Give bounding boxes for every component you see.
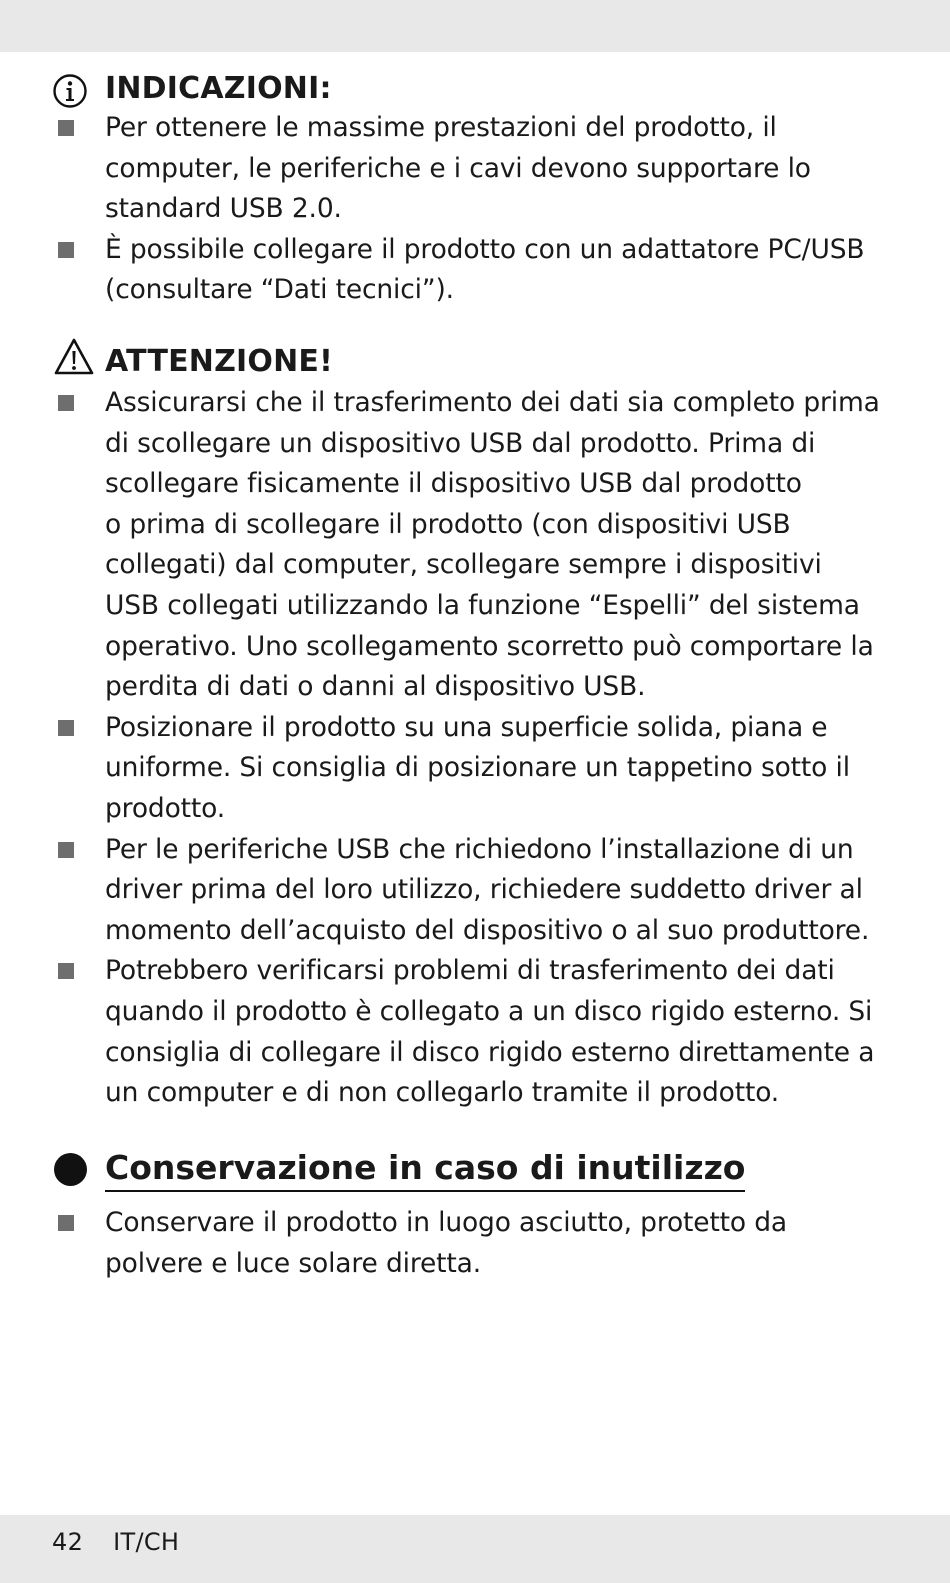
- list-item: [0, 830, 870, 952]
- square-bullet-icon: [58, 120, 74, 136]
- text-line: USB collegati utilizzando la funzione “Espelli” del sistema: [105, 589, 860, 621]
- notes-heading: INDICAZIONI:: [105, 71, 332, 106]
- warning-list: [0, 383, 950, 1114]
- list-item: [0, 1203, 850, 1284]
- text-line: scollegare fisicamente il dispositivo USB dal prodotto: [105, 468, 802, 500]
- list-item: [0, 108, 850, 230]
- list-item: [0, 383, 880, 708]
- text-line: polvere e luce solare diretta.: [105, 1247, 482, 1279]
- text-line: Per le periferiche USB che richiedono l’installazione di un: [105, 833, 854, 865]
- square-bullet-icon: [58, 1215, 74, 1231]
- text-line: prodotto.: [105, 792, 225, 824]
- list-item: [0, 951, 875, 1113]
- square-bullet-icon: [58, 395, 74, 411]
- text-line: Conservare il prodotto in luogo asciutto, protetto da: [105, 1207, 788, 1238]
- language-code: IT/CH: [113, 1528, 180, 1556]
- square-bullet-icon: [58, 963, 74, 979]
- text-line: perdita di dati o danni al dispositivo USB.: [105, 671, 646, 703]
- text-line: di scollegare un dispositivo USB dal prodotto. Prima di: [105, 427, 816, 459]
- notes-list: [0, 108, 950, 311]
- text-line: un computer e di non collegarlo tramite il prodotto.: [105, 1077, 780, 1109]
- square-bullet-icon: [58, 242, 74, 258]
- text-line: momento dell’acquisto del dispositivo o al suo produttore.: [105, 914, 870, 946]
- storage-list: [0, 1203, 950, 1284]
- text-line: quando il prodotto è collegato a un disco rigido esterno. Si: [105, 995, 873, 1027]
- text-line: operativo. Uno scollegamento scorretto può comportare la: [105, 630, 874, 662]
- square-bullet-icon: [58, 720, 74, 736]
- text-line: uniforme. Si consiglia di posizionare un tappetino sotto il: [105, 752, 850, 784]
- text-line: È possibile collegare il prodotto con un adattatore PC/USB: [105, 233, 865, 265]
- text-line: Assicurarsi che il trasferimento dei dati sia completo prima: [105, 387, 880, 418]
- list-item: [0, 230, 865, 311]
- warning-triangle-icon: [53, 337, 95, 377]
- text-line: (consultare “Dati tecnici”).: [105, 274, 454, 306]
- storage-heading-row: [0, 1148, 900, 1196]
- section-bullet-dot-icon: [54, 1153, 87, 1186]
- page-number: 42: [52, 1528, 84, 1556]
- text-line: Posizionare il prodotto su una superficie solida, piana e: [105, 711, 828, 743]
- storage-heading: Conservazione in caso di inutilizzo: [105, 1148, 745, 1192]
- text-line: driver prima del loro utilizzo, richiedere suddetto driver al: [105, 874, 863, 906]
- text-line: consiglia di collegare il disco rigido esterno direttamente a: [105, 1036, 875, 1068]
- square-bullet-icon: [58, 842, 74, 858]
- info-icon: [52, 73, 88, 109]
- text-line: o prima di scollegare il prodotto (con dispositivi USB: [105, 508, 791, 540]
- text-line: computer, le periferiche e i cavi devono supportare lo: [105, 152, 811, 184]
- text-line: Per ottenere le massime prestazioni del prodotto, il: [105, 112, 777, 143]
- top-margin-bar: [0, 0, 950, 52]
- warning-heading-row: [0, 340, 900, 384]
- warning-heading: ATTENZIONE!: [105, 344, 334, 379]
- text-line: collegati) dal computer, scollegare sempre i dispositivi: [105, 549, 822, 581]
- text-line: standard USB 2.0.: [105, 193, 342, 225]
- text-line: Potrebbero verificarsi problemi di trasferimento dei dati: [105, 955, 835, 987]
- footer: [52, 1528, 179, 1556]
- list-item: [0, 708, 850, 830]
